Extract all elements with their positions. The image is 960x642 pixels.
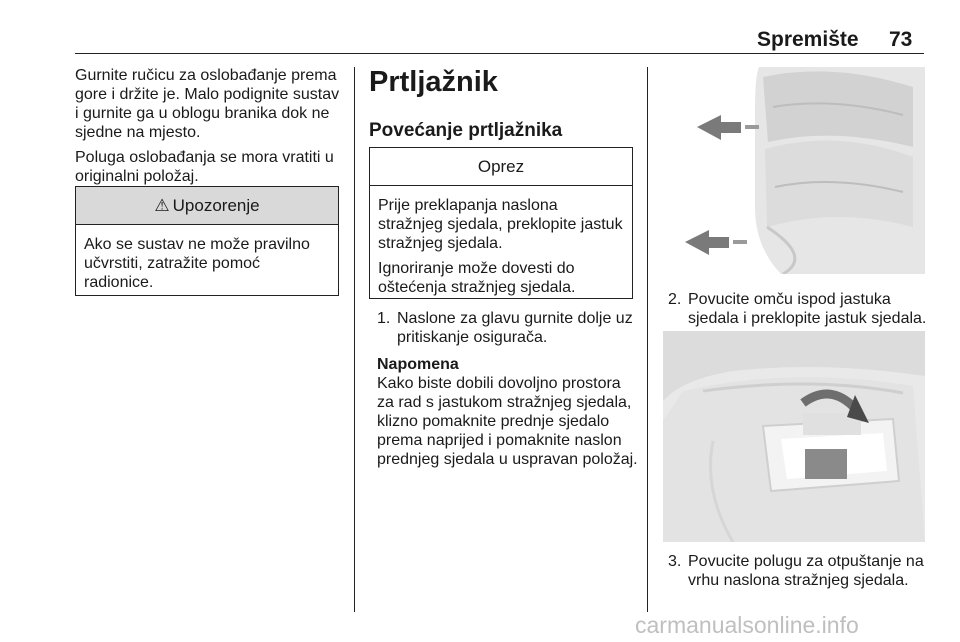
warning-triangle-icon: ⚠: [154, 195, 170, 215]
page-number: 73: [889, 28, 913, 51]
caution-header: [370, 148, 632, 186]
watermark: carmanualsonline.info: [635, 612, 859, 638]
left-column: [75, 66, 341, 192]
step-3-text: Povucite polugu za otpuštanje na vrhu naslona stražnjeg sjedala.: [688, 553, 924, 589]
step-3: [668, 552, 928, 590]
figure-cushion-loop: [663, 331, 925, 542]
column-divider-left: [354, 67, 355, 612]
step-2-block: [668, 290, 928, 328]
warning-body: [76, 225, 338, 292]
warning-box: [75, 186, 339, 296]
middle-column-steps: [377, 309, 639, 469]
paragraph-release-handle: Gurnite ručicu za oslobađanje prema gore i držite je. Malo podignite sustav i gurnite ga u oblogu branika dok ne sjedne na mjesto.: [75, 67, 340, 141]
note-text: Kako biste dobili dovoljno prostora za rad s jastukom stražnjeg sjedala, klizno pomaknite prednje sjedalo prema naprijed i pomaknite naslon prednjeg sjedala u uspravan položaj.: [377, 375, 638, 468]
caution-body: [370, 186, 632, 297]
caution-text-2: Ignoriranje može dovesti do oštećenja stražnjeg sjedala.: [378, 260, 576, 296]
caution-box: [369, 147, 633, 299]
step-1: [377, 309, 639, 347]
step-1-number: 1.: [377, 310, 391, 327]
step-3-number: 3.: [668, 553, 682, 570]
figure-headrests: [663, 67, 925, 274]
column-divider-right: [647, 67, 648, 612]
caution-text-1: Prije preklapanja naslona stražnjeg sjedala, preklopite jastuk stražnjeg sjedala.: [378, 197, 623, 252]
page-section-title: Spremište: [757, 28, 859, 51]
warning-text: Ako se sustav ne može pravilno učvrstiti, zatražite pomoć radionice.: [84, 236, 310, 291]
section-subheading: Povećanje prtljažnika: [369, 120, 563, 141]
caution-title: Oprez: [477, 156, 525, 176]
warning-header: [76, 187, 338, 225]
step-3-block: [668, 552, 928, 590]
note-title: Napomena: [377, 356, 459, 373]
step-2-text: Povucite omču ispod jastuka sjedala i preklopite jastuk sjedala.: [688, 291, 927, 327]
section-heading: Prtljažnik: [369, 66, 498, 98]
paragraph-lever-return: Poluga oslobađanja se mora vratiti u originalni položaj.: [75, 149, 334, 185]
seat-cushion-loop-illustration-icon: [663, 331, 925, 542]
step-2: [668, 290, 928, 328]
step-2-number: 2.: [668, 291, 682, 308]
warning-title: Upozorenje: [172, 195, 260, 215]
seat-headrest-illustration-icon: [663, 67, 925, 274]
step-1-text: Naslone za glavu gurnite dolje uz pritiskanje osigurača.: [397, 310, 633, 346]
header-divider: [75, 53, 924, 54]
